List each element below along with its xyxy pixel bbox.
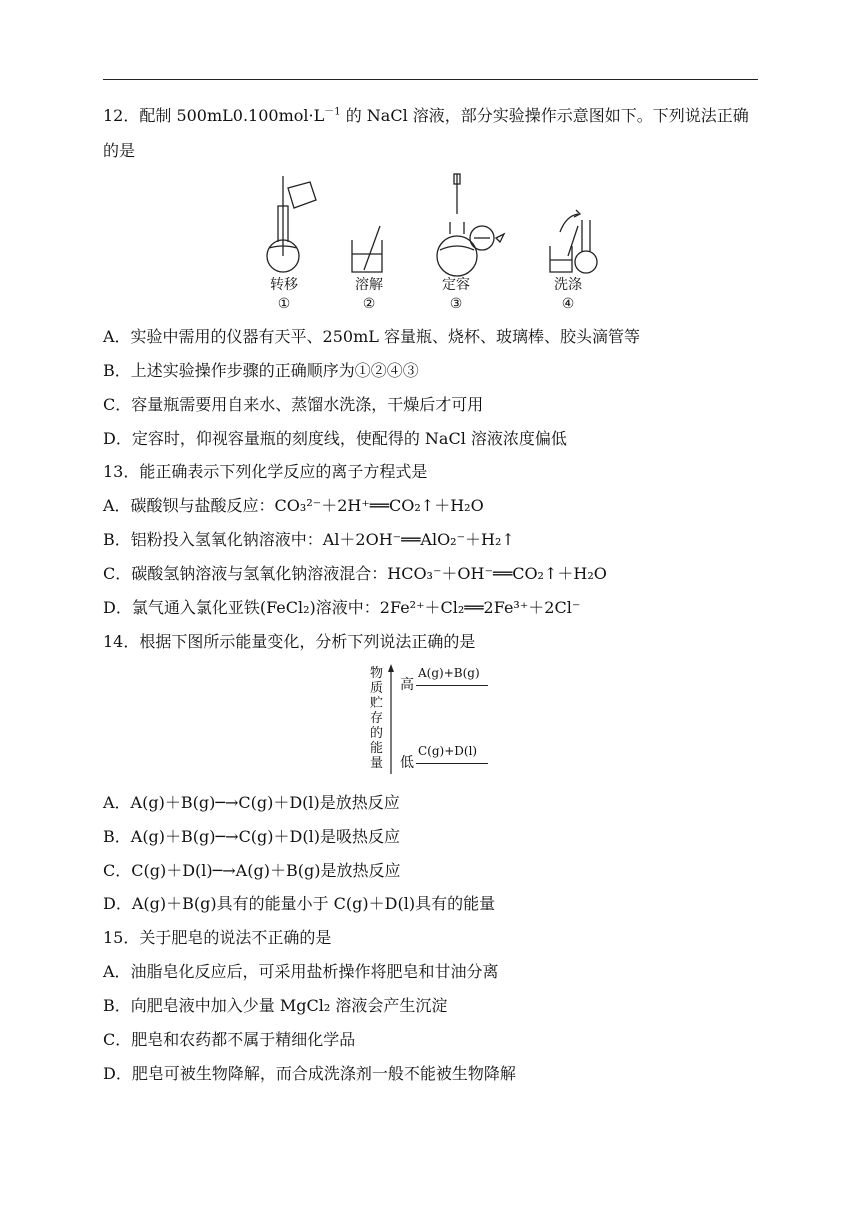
q12-fig-num-4: ④	[561, 296, 575, 312]
flask-fixvolume-icon	[437, 174, 504, 276]
q12-fig-num-1: ①	[277, 296, 291, 312]
header-rule	[103, 79, 758, 80]
q12-stem-text-b: 的 NaCl 溶液，部分实验操作示意图如下。下列说法正确	[340, 106, 749, 125]
q15-option-a: A．油脂皂化反应后，可采用盐析操作将肥皂和甘油分离	[103, 962, 499, 981]
q14-stem: 14．根据下图所示能量变化，分析下列说法正确的是	[103, 632, 476, 651]
q14-low-label: 低	[400, 755, 414, 771]
q12-fig-num-3: ③	[449, 296, 463, 312]
q12-stem-line1	[103, 105, 749, 127]
q12-stem-line2: 的是	[103, 141, 136, 160]
q14-bottom-level-label: C(g)+D(l)	[418, 744, 478, 758]
q13-option-d: D．氯气通入氯化亚铁(FeCl₂)溶液中：2Fe²⁺＋Cl₂══2Fe³⁺＋2Cl⁻	[103, 598, 581, 617]
flask-wash-icon	[550, 210, 597, 273]
q12-stem-sup: －1	[324, 106, 341, 118]
q12-fig-label-1: 转移	[270, 277, 298, 293]
q12-fig-label-4: 洗涤	[554, 277, 582, 293]
q14-high-label: 高	[400, 677, 414, 693]
q12-option-d: D．定容时，仰视容量瓶的刻度线，使配得的 NaCl 溶液浓度偏低	[103, 429, 567, 448]
q13-option-a: A．碳酸钡与盐酸反应：CO₃²⁻＋2H⁺══CO₂↑＋H₂O	[103, 496, 484, 515]
q12-stem-text-a: 12．配制 500mL0.100mol·L	[103, 106, 325, 125]
q12-option-a: A．实验中需用的仪器有天平、250mL 容量瓶、烧杯、玻璃棒、胶头滴管等	[103, 327, 640, 346]
flask-transfer-icon	[267, 176, 316, 272]
q14-option-d: D．A(g)＋B(g)具有的能量小于 C(g)＋D(l)具有的能量	[103, 894, 496, 913]
q15-option-c: C．肥皂和农药都不属于精细化学品	[103, 1030, 356, 1049]
q12-option-b: B．上述实验操作步骤的正确顺序为①②④③	[103, 361, 419, 380]
q12-fig-num-2: ②	[362, 296, 376, 312]
beaker-dissolve-icon	[352, 226, 382, 272]
q14-top-level-label: A(g)+B(g)	[418, 666, 480, 680]
q12-fig-label-3: 定容	[442, 277, 470, 293]
q14-bottom-level-line	[416, 763, 488, 764]
q12-fig-label-2: 溶解	[355, 277, 383, 293]
q14-axis-arrow	[386, 664, 396, 776]
q13-stem: 13．能正确表示下列化学反应的离子方程式是	[103, 462, 428, 481]
q15-option-d: D．肥皂可被生物降解，而合成洗涤剂一般不能被生物降解	[103, 1064, 516, 1083]
q14-top-level-line	[416, 685, 488, 686]
q14-energy-figure	[370, 664, 510, 776]
q14-axis-label: 物质贮存的能量	[370, 666, 384, 771]
q13-option-c: C．碳酸氢钠溶液与氢氧化钠溶液混合：HCO₃⁻＋OH⁻══CO₂↑＋H₂O	[103, 564, 607, 583]
q13-option-b: B．铝粉投入氢氧化钠溶液中：Al＋2OH⁻══AlO₂⁻＋H₂↑	[103, 530, 515, 549]
q14-option-a: A．A(g)＋B(g)─→C(g)＋D(l)是放热反应	[103, 793, 400, 812]
q15-stem: 15．关于肥皂的说法不正确的是	[103, 928, 332, 947]
q12-option-c: C．容量瓶需要用自来水、蒸馏水洗涤，干燥后才可用	[103, 395, 484, 414]
q14-option-b: B．A(g)＋B(g)─→C(g)＋D(l)是吸热反应	[103, 827, 400, 846]
q15-option-b: B．向肥皂液中加入少量 MgCl₂ 溶液会产生沉淀	[103, 996, 448, 1015]
q14-option-c: C．C(g)＋D(l)─→A(g)＋B(g)是放热反应	[103, 861, 401, 880]
